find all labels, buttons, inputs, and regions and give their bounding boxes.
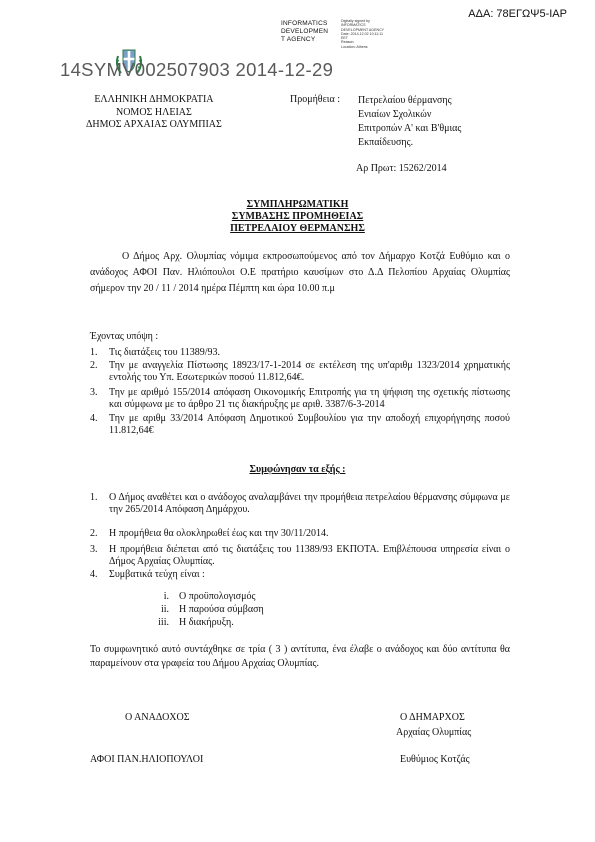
list-item: [90, 569, 510, 581]
list-item: [90, 528, 510, 540]
issuer-line: ΕΛΛΗΝΙΚΗ ΔΗΜΟΚΡΑΤΙΑ: [94, 94, 214, 105]
mayor-title: Ο ΔΗΜΑΡΧΟΣ: [400, 712, 465, 723]
intro-paragraph: Ο Δήμος Αρχ. Ολυμπίας νόμιμα εκπροσωπούμενος από τον Δήμαρχο Κοτζά Ευθύμιο και ο ανάδοχος ΑΦΟΙ Παν. Ηλιόπουλοι Ο.Ε πρατήριο καυσίμων στο Δ.Δ Πελοπίου Αρχαίας Ολυμπίας σήμερον την 20 / 11 / 2014 ημέρα Πέμπτη και ώρα 10.00 π.μ: [90, 251, 510, 294]
ada-code: ΑΔΑ: 78ΕΓΩΨ5-ΙΑΡ: [468, 8, 567, 20]
stamp-meta-line: Digitally signed by: [341, 19, 370, 23]
issuer-line: ΔΗΜΟΣ ΑΡΧΑΙΑΣ ΟΛΥΜΠΙΑΣ: [86, 119, 222, 130]
list-item-number: 1.: [90, 492, 98, 503]
list-item-text: Η προμήθεια διέπεται από τις διατάξεις του 11389/93 ΕΚΠΟΤΑ. Επιβλέπουσα υπηρεσία είναι ο Δήμος Αρχαίας Ολυμπίας.: [109, 544, 510, 567]
stamp-meta-line: Reason:: [341, 40, 355, 45]
list-item-number: 3.: [90, 544, 98, 555]
stamp-meta-line: DEVELOPMENT AGENCY: [341, 27, 385, 32]
list-item-text: Η προμήθεια θα ολοκληρωθεί έως και την 30/11/2014.: [109, 528, 329, 539]
list-item-text: Την με αριθμό 155/2014 απόφαση Οικονομικής Επιτροπής για τη ψήφιση της σχετικής πίστωσης και σύμφωνα με το άρθρο 21 τις διακήρυξης με αριθ. 3387/6-3-2014: [109, 387, 510, 410]
list-item-number: 4.: [90, 413, 98, 424]
document-id-watermark: 14SYMV002507903 2014-12-29: [60, 59, 334, 80]
signature-stamp-org: [281, 20, 328, 44]
stamp-meta-line: Date: 2014.12.02 10:11:11: [341, 31, 384, 36]
list-item-text: Η διακήρυξη.: [179, 617, 234, 628]
list-item-text: Ο προϋπολογισμός: [179, 591, 256, 602]
protocol-number: Αρ Πρωτ: 15262/2014: [356, 163, 447, 174]
subject-line: Επιτροπών Α' και Β'θμιας: [358, 123, 462, 134]
stamp-org-line: DEVELOPMEN: [281, 28, 329, 35]
list-item-number: 2.: [90, 360, 98, 371]
subject-line: Εκπαίδευσης.: [358, 137, 414, 148]
subject-line: Ενιαίων Σχολικών: [358, 109, 432, 120]
signature-stamp-meta: [341, 19, 384, 49]
subject-label: Προμήθεια :: [290, 94, 340, 105]
mayor-name: Ευθύμιος Κοτζάς: [400, 754, 470, 765]
issuer-line: ΝΟΜΟΣ ΗΛΕΙΑΣ: [115, 106, 192, 118]
list-item-text: Την με αριθμ 33/2014 Απόφαση Δημοτικού Συμβουλίου για την αποδοχή επιχορήγησης ποσού 11.812,64€: [109, 413, 510, 436]
contractor-title: Ο ΑΝΑΔΟΧΟΣ: [125, 712, 190, 723]
list-item-number: i.: [163, 591, 169, 602]
list-item-text: Η παρούσα σύμβαση: [179, 604, 264, 615]
list-item: [90, 492, 510, 516]
title-line: ΠΕΤΡΕΛΑΙΟΥ ΘΕΡΜΑΝΣΗΣ: [230, 223, 365, 234]
subject-text: [358, 94, 461, 150]
list-item: [90, 360, 510, 384]
title-line: ΣΥΜΠΛΗΡΩΜΑΤΙΚΗ: [246, 199, 349, 210]
list-item-number: 3.: [90, 387, 98, 398]
stamp-meta-line: INFORMATICS: [341, 23, 366, 28]
list-item: [90, 413, 510, 437]
contractor-name: ΑΦΟΙ ΠΑΝ.ΗΛΙΟΠΟΥΛΟΙ: [90, 754, 204, 765]
list-item: [90, 347, 510, 359]
title-line: ΣΥΜΒΑΣΗΣ ΠΡΟΜΗΘΕΙΑΣ: [231, 211, 364, 222]
closing-paragraph: Το συμφωνητικό αυτό συντάχθηκε σε τρία ( 3 ) αντίτυπα, ένα έλαβε ο ανάδοχος και δύο αντίτυπα θα παραμείνουν στα γραφεία του Δήμου Αρχαίας Ολυμπίας.: [90, 644, 510, 669]
list-item: [145, 603, 264, 616]
list-item-number: 1.: [90, 347, 98, 358]
considering-label: Έχοντας υπόψη :: [90, 331, 159, 342]
subject-line: Πετρελαίου θέρμανσης: [358, 95, 452, 106]
list-item-number: ii.: [160, 604, 169, 615]
contract-documents-list: [145, 590, 264, 629]
document-title: [0, 199, 595, 235]
list-item-number: 2.: [90, 528, 98, 539]
list-item-text: Συμβατικά τεύχη είναι :: [109, 569, 205, 580]
agreed-heading: Συμφώνησαν τα εξής :: [249, 464, 346, 475]
list-item-number: 4.: [90, 569, 98, 580]
stamp-meta-line: Location: Athens: [341, 44, 368, 49]
list-item-text: Την με αναγγελία Πίστωσης 18923/17-1-2014 σε εκτέλεση της υπ'αριθμ 1323/2014 χρηματικής εντολής του Υπ. Εσωτερικών ποσού 11.812,64€.: [109, 360, 510, 383]
list-item-text: Τις διατάξεις του 11389/93.: [109, 347, 220, 358]
agreed-list: [90, 492, 510, 581]
list-item: [145, 590, 264, 603]
list-item: [90, 387, 510, 411]
issuer-header: [86, 94, 222, 132]
stamp-meta-line: EET: [341, 36, 348, 41]
considering-list: [90, 347, 510, 437]
stamp-org-line: T AGENCY: [281, 36, 316, 43]
list-item-text: Ο Δήμος αναθέτει και ο ανάδοχος αναλαμβάνει την προμήθεια πετρελαίου θέρμανσης σύμφωνα με την 265/2014 Απόφαση Δημάρχου.: [109, 492, 510, 515]
mayor-place: Αρχαίας Ολυμπίας: [396, 727, 472, 738]
list-item: [145, 616, 264, 629]
list-item: [90, 544, 510, 568]
list-item-number: iii.: [158, 617, 169, 628]
stamp-org-line: INFORMATICS: [281, 20, 328, 27]
